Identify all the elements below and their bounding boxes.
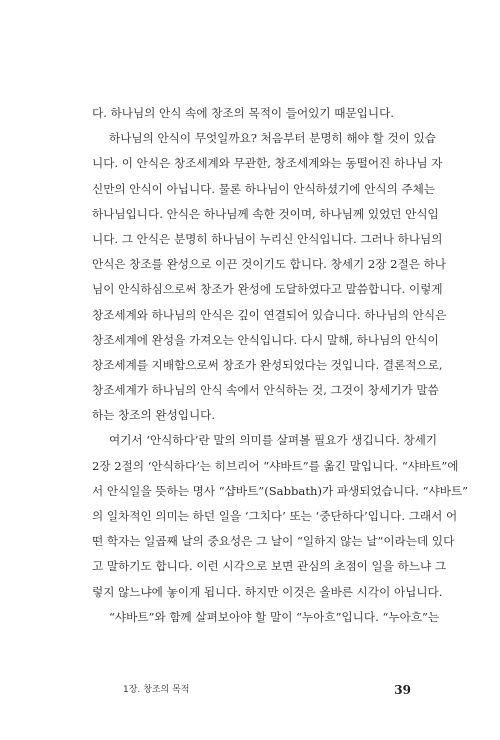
body-text-line: 신만의 안식이 아닙니다. 물론 하나님이 안식하셨기에 안식의 주체는 [92,181,436,196]
page-footer [0,680,500,700]
body-text-line: 의 일차적인 의미는 하던 일을 ‘그치다’ 또는 ‘중단하다’입니다. 그래서 어 [92,509,458,523]
page-number: 39 [394,683,411,697]
body-text-line: 창조세계와 하나님의 안식은 깊이 연결되어 있습니다. 하나님의 안식은 [92,307,447,322]
page-body-text [92,101,469,630]
running-title: 1장. 창조의 목적 [123,685,190,695]
body-text-line: 안식은 창조를 완성으로 이끈 것이기도 합니다. 창세기 2장 2절은 하나 [92,257,446,272]
body-text-line: 여기서 ‘안식하다’란 말의 의미를 살펴볼 필요가 생깁니다. 창세기 [109,433,438,448]
body-text-line: 렇지 않느냐에 놓이게 됩니다. 하지만 이것은 올바른 시각이 아닙니다. [92,584,443,599]
body-text-line: 창조세계를 지배함으로써 창조가 완성되었다는 것입니다. 결론적으로, [92,357,443,372]
body-text-line: “샤바트”와 함께 살펴보아야 할 말이 “누아흐”입니다. “누아흐”는 [109,609,440,624]
body-text-line: 2장 2절의 ‘안식하다’는 히브리어 “샤바트”를 옮긴 말입니다. “샤바트”에 [92,458,459,473]
body-text-line: 떤 학자는 일곱째 날의 중요성은 그 날이 “일하지 않는 날”이라는데 있다 [92,534,455,549]
body-text-line: 니다. 이 안식은 창조세계와 무관한, 창조세계와는 동떨어진 하나님 자 [92,156,443,171]
body-text-line: 서 안식일을 뜻하는 명사 “샵바트”(Sabbath)가 파생되었습니다. “샤바트” [92,483,469,498]
body-text-line: 님이 안식하심으로써 창조가 완성에 도달하였다고 말씀합니다. 이렇게 [92,282,443,297]
body-text-line: 창조세계에 완성을 가져오는 안식입니다. 다시 말해, 하나님의 안식이 [92,332,439,347]
body-text-line: 고 말하기도 합니다. 이런 시각으로 보면 관심의 초점이 일을 하느냐 그 [92,559,447,574]
body-text-line: 니다. 그 안식은 분명히 하나님이 누리신 안식입니다. 그러나 하나님의 [92,231,443,246]
body-text-line: 하나님의 안식이 무엇일까요? 처음부터 분명히 해야 할 것이 있습 [109,131,436,146]
body-text-line: 하나님입니다. 안식은 하나님께 속한 것이며, 하나님께 있었던 안식입 [92,206,439,221]
body-text-line: 창조세계가 하나님의 안식 속에서 안식하는 것, 그것이 창세기가 말씀 [92,383,439,398]
body-text-line: 하는 창조의 완성입니다. [92,408,216,423]
body-text-line: 다. 하나님의 안식 속에 창조의 목적이 들어있기 때문입니다. [92,106,394,120]
